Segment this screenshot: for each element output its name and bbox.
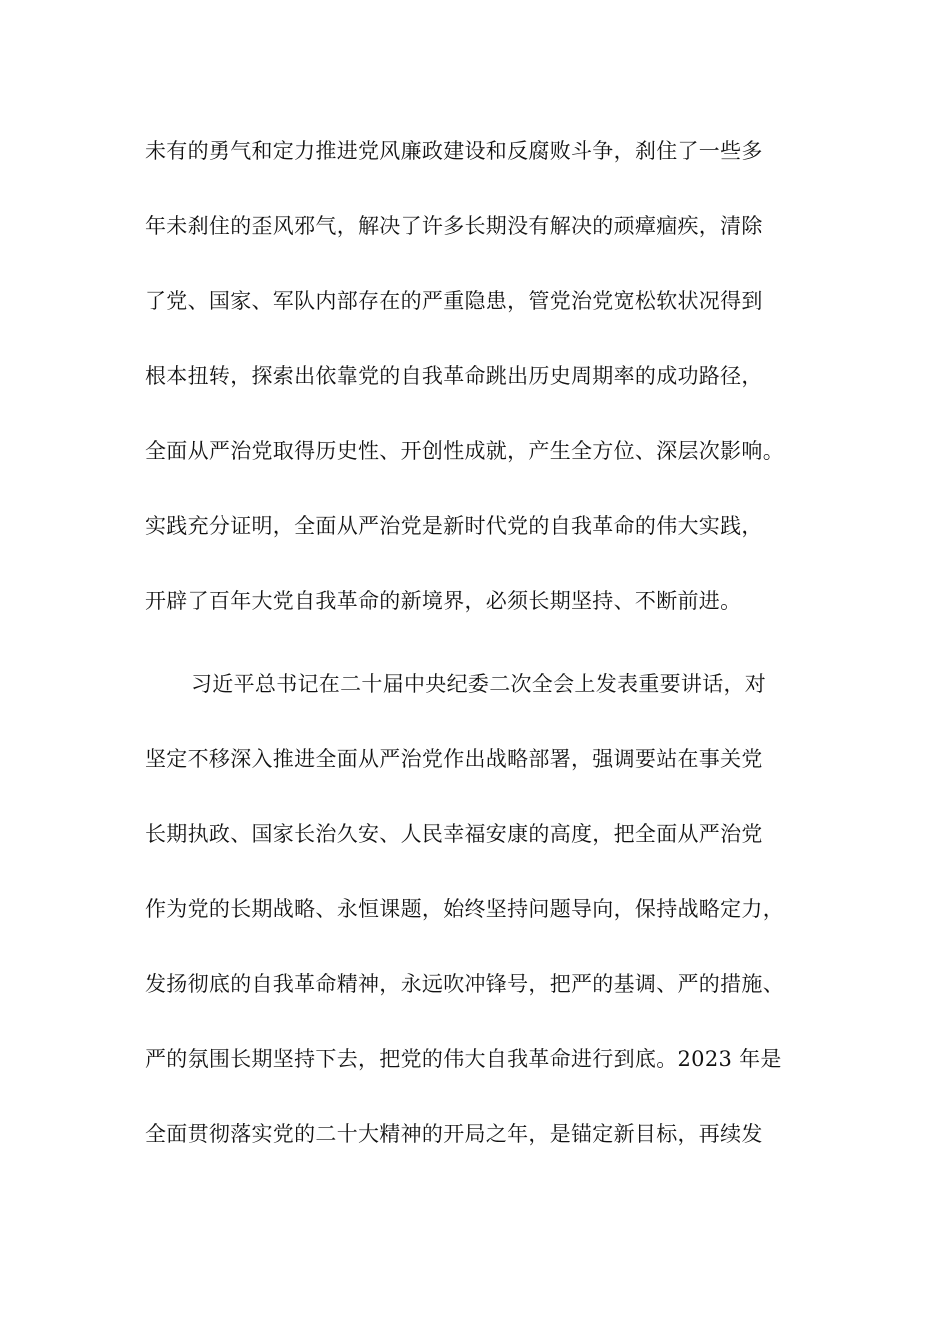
paragraph-line: 发扬彻底的自我革命精神，永远吹冲锋号，把严的基调、严的措施、 xyxy=(145,972,784,996)
paragraph-line: 坚定不移深入推进全面从严治党作出战略部署，强调要站在事关党 xyxy=(145,747,763,771)
paragraph-line: 全面从严治党取得历史性、开创性成就，产生全方位、深层次影响。 xyxy=(145,439,784,463)
paragraph-line: 开辟了百年大党自我革命的新境界，必须长期坚持、不断前进。 xyxy=(145,589,742,613)
paragraph-line: 未有的勇气和定力推进党风廉政建设和反腐败斗争，刹住了一些多 xyxy=(145,139,763,163)
paragraph-line: 年未刹住的歪风邪气，解决了许多长期没有解决的顽瘴痼疾，清除 xyxy=(145,214,763,238)
paragraph-line: 长期执政、国家长治久安、人民幸福安康的高度，把全面从严治党 xyxy=(145,822,763,846)
paragraph-line: 根本扭转，探索出依靠党的自我革命跳出历史周期率的成功路径， xyxy=(145,364,763,388)
paragraph-line: 全面贯彻落实党的二十大精神的开局之年，是锚定新目标，再续发 xyxy=(145,1122,763,1146)
paragraph-line: 严的氛围长期坚持下去，把党的伟大自我革命进行到底。2023 年是 xyxy=(145,1047,782,1071)
paragraph-line-indented: 习近平总书记在二十届中央纪委二次全会上发表重要讲话，对 xyxy=(191,672,767,696)
paragraph-line: 了党、国家、军队内部存在的严重隐患，管党治党宽松软状况得到 xyxy=(145,289,763,313)
paragraph-line: 作为党的长期战略、永恒课题，始终坚持问题导向，保持战略定力， xyxy=(145,897,784,921)
paragraph-line: 实践充分证明，全面从严治党是新时代党的自我革命的伟大实践， xyxy=(145,514,763,538)
